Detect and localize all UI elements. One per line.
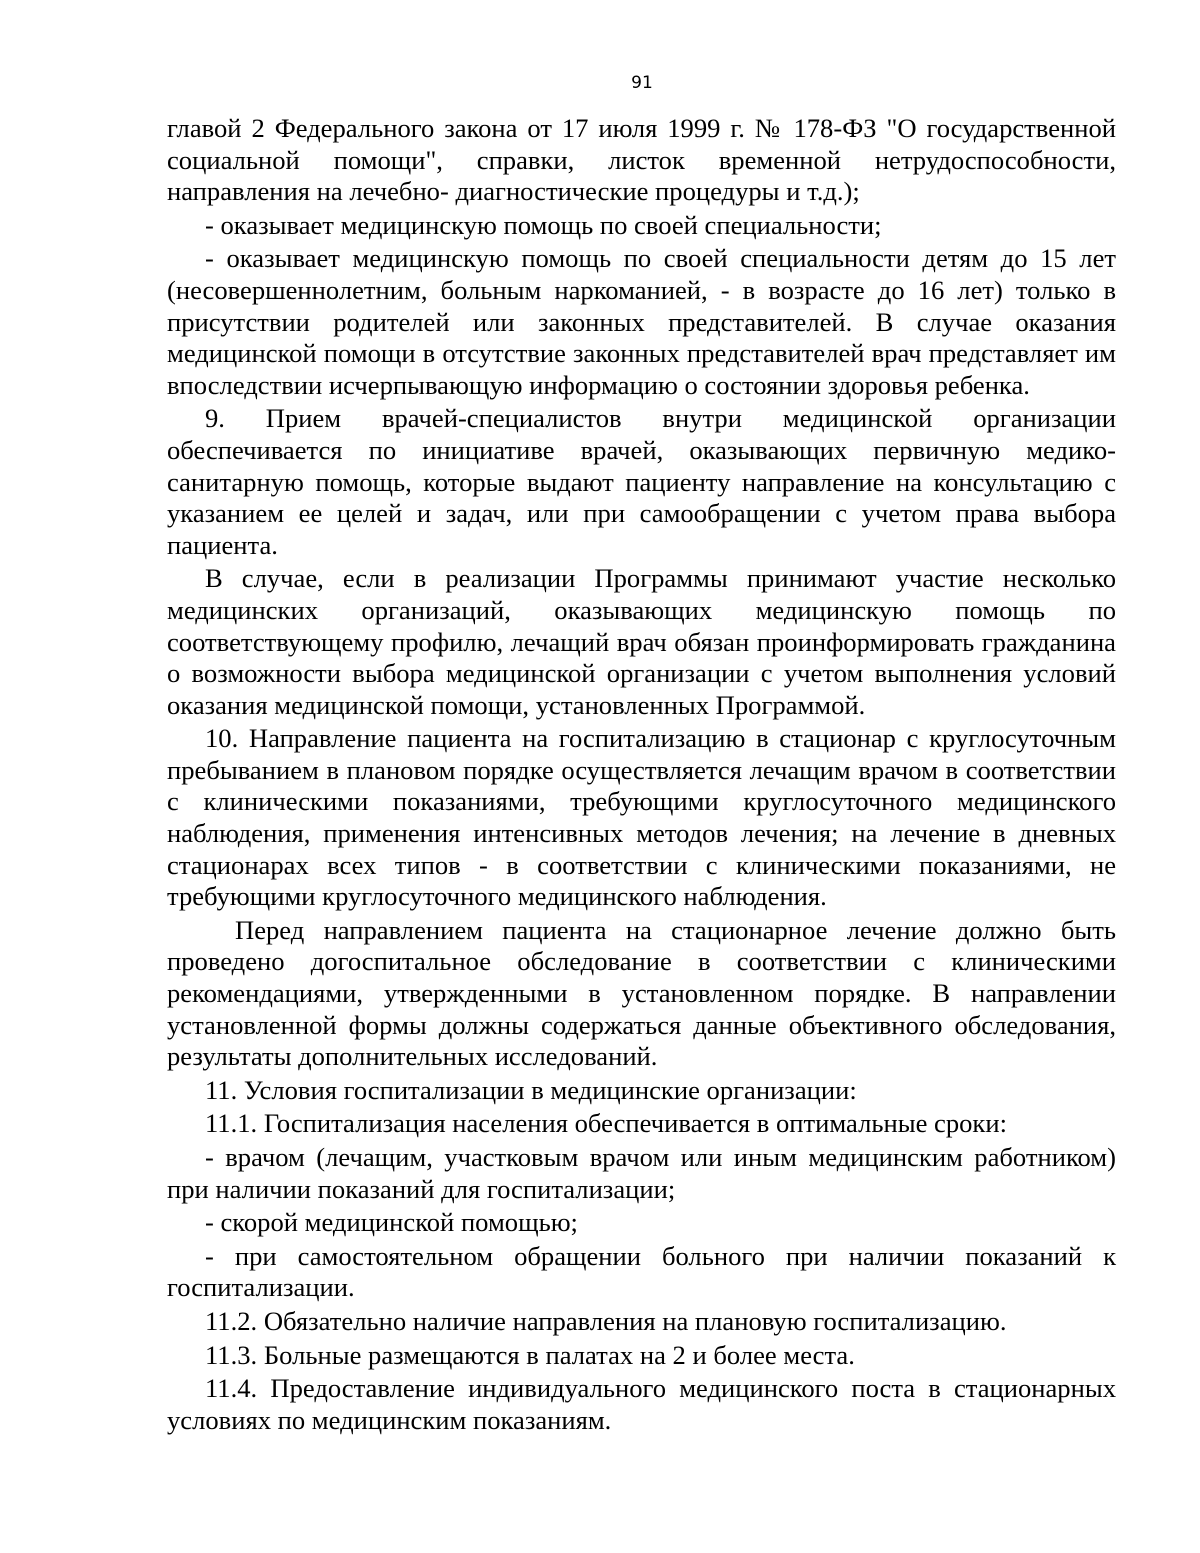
paragraph-list-item: - оказывает медицинскую помощь по своей специальности; xyxy=(205,209,882,240)
paragraph-section-11-4: 11.4. Предоставление индивидуального медицинского поста в стационарных условиях по медицинским показаниям. xyxy=(167,1373,1116,1435)
paragraph-list-item: - при самостоятельном обращении больного при наличии показаний к госпитализации. xyxy=(167,1240,1116,1303)
paragraph: Перед направлением пациента на стационарное лечение должно быть проведено догоспитальное обследование в соответствии с клиническими рекомендациями, утвержденными в установленном порядке. В направлении установленной формы должны содержаться данные объективного обследования, результаты дополнительных исследований. xyxy=(167,914,1116,1072)
paragraph-list-item: - скорой медицинской помощью; xyxy=(205,1207,578,1238)
page-number: 91 xyxy=(631,73,653,93)
paragraph-section-11-2: 11.2. Обязательно наличие направления на плановую госпитализацию. xyxy=(205,1305,1007,1336)
paragraph-section-9: 9. Прием врачей-специалистов внутри медицинской организации обеспечивается по инициативе врачей, оказывающих первичную медико-санитарную помощь, которые выдают пациенту направление на консультацию с указанием ее целей и задач, или при самообращении с учетом права выбора пациента. xyxy=(167,403,1116,560)
paragraph: В случае, если в реализации Программы принимают участие несколько медицинских организаций, оказывающих медицинскую помощь по соответствующему профилю, лечащий врач обязан проинформировать гражданина о возможности выбора медицинской организации с учетом выполнения условий оказания медицинской помощи, установленных Программой. xyxy=(167,563,1116,720)
paragraph-section-10: 10. Направление пациента на госпитализацию в стационар с круглосуточным пребыванием в плановом порядке осуществляется лечащим врачом в соответствии с клиническими показаниями, требующими круглосуточного медицинского наблюдения, применения интенсивных методов лечения; на лечение в дневных стационарах всех типов - в соответствии с клиническими показаниями, не требующими круглосуточного медицинского наблюдения. xyxy=(167,723,1116,912)
paragraph-section-11: 11. Условия госпитализации в медицинские организации: xyxy=(205,1074,857,1105)
paragraph-section-11-1: 11.1. Госпитализация населения обеспечивается в оптимальные сроки: xyxy=(205,1108,1007,1139)
paragraph-list-item: - оказывает медицинскую помощь по своей специальности детям до 15 лет (несовершеннолетним, больным наркоманией, - в возрасте до 16 лет) только в присутствии родителей или законных представителей. В случае оказания медицинской помощи в отсутствие законных представителей врач представляет им впоследствии исчерпывающую информацию о состоянии здоровья ребенка. xyxy=(167,243,1116,400)
paragraph-continuation: главой 2 Федерального закона от 17 июля 1999 г. № 178-ФЗ "О государственной социальной помощи", справки, листок временной нетрудоспособности, направления на лечебно- диагностические процедуры и т.д.); xyxy=(167,113,1116,207)
paragraph-section-11-3: 11.3. Больные размещаются в палатах на 2 и более места. xyxy=(205,1339,855,1370)
document-body xyxy=(167,113,1116,1436)
paragraph-list-item: - врачом (лечащим, участковым врачом или иным медицинским работником) при наличии показаний для госпитализации; xyxy=(167,1142,1116,1204)
